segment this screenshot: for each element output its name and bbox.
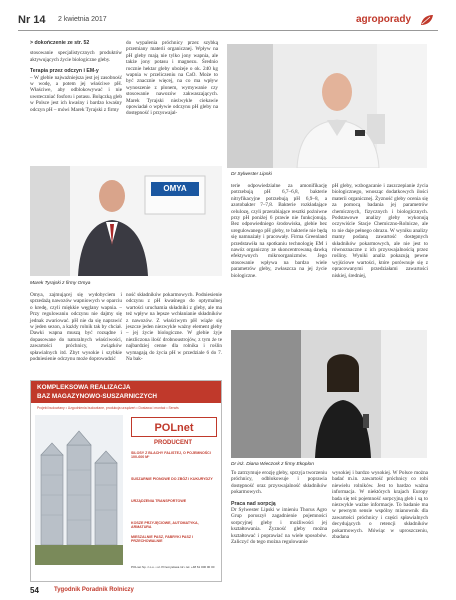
issue-number: Nr 14 (18, 14, 46, 26)
photo-wieczorek (231, 330, 427, 458)
paragraph: stosowanie specjalistycznych produktów aktywujących życie biologiczne gleby. (30, 50, 122, 63)
photo-lipski (227, 44, 427, 168)
caption-lipski: Dr Sylwester Lipski (231, 172, 272, 177)
column-3-bottom (231, 470, 327, 545)
magazine-name: Tygodnik Poradnik Rolniczy (54, 587, 134, 593)
ad-title-bar (31, 381, 221, 403)
column-4-mid (332, 183, 428, 279)
ad-logo-text: POLnet (154, 422, 194, 434)
page-number: 54 (30, 586, 39, 595)
column-1-top (30, 40, 122, 113)
ad-silos-illustration (35, 415, 123, 565)
advertisement (30, 380, 222, 582)
continuation-note: > dokończenie ze str. 52 (30, 40, 90, 46)
photo-tyrajski (30, 166, 222, 276)
column-1-mid (30, 292, 122, 362)
section-heading: Praca nad sorpcją (231, 500, 276, 507)
footer (18, 586, 438, 596)
ad-product-item: MIESZALNIE PASZ, FABRYKI PASZ I PRZECHOWALNIE (131, 535, 194, 543)
ad-product-list (131, 451, 215, 543)
ad-product-item: SUSZARNIE PIONOWE DO ZBÓŻ I KUKURYDZY (131, 477, 213, 481)
ad-product-item: KOSZE PRZYJĘCIOWE, AUTOMATYKA, ARMATURA (131, 521, 199, 529)
paragraph: wysokiej i bardzo wysokiej. W Polsce można badać m.in. zawartość próchnicy co robi niewielu rolników. Jest to bardzo ważna informacja. W niektórych krajach Europy bada się też pojemność sorpcyjną gleb i są to niezwykle ważne informacje. To badanie ma w pewnym sensie wspólny mianownik dla zawartości próchnicy i części spławialnych decydujących o retencji składników pokarmowych. Mówiąc w uproszczeniu, zbadana (332, 470, 428, 541)
ad-producer: PRODUCENT (153, 440, 192, 446)
paragraph: terie odpowiedzialne za amonifikację potrzebują pH 6,7–6,8, bakterie nitryfikacyjne potrzebują pH 6,9–8, a azotobakter 7–7,8. Bakterie rozkładające celulozę, czyli przerabiające resztki pożniwne przy pH poniżej 6 prawie nie funkcjonują. Bez odpowiedniego środowiska, glebie bez uregulowanego pH gleby, te bakterie nie będą się namnażały i pracowały. Firma Greenland przedstawiła na spotkaniu technologię EM i nawóz organiczny ze skoncentrowaną dawką efektywnych mikroorganizmów. Jego stosowanie wpływa na bardzo wiele parametrów gleby, zwłaszcza na jej życie biologiczne. (231, 183, 327, 279)
ad-logo (131, 417, 217, 437)
ad-product-item: SILOSY Z BLACHY FALISTEJ, O POJEMNOŚCI 100-600 M³ (131, 451, 211, 459)
paragraph: – W glebie najważniejsza jest jej zasobność w wodę, a potem jej właściwe pH. Właściwe, aby odblokowywać i nie uwsteczniać fosforu i potasu. Bolączką gleb w Polsce jest ich kwaśny i bardzo kwaśny odczyn pH – mówi Marek Tyrajski z firmy (30, 74, 122, 113)
section-heading: Terapia przez odczyn i EM-y (30, 68, 99, 75)
ad-subtitle: Projekt budowlany • Uzgodnienia budowlane, produkcja urządzeń • Dostawa i montaż • Serwis (37, 406, 179, 410)
caption-tyrajski: Marek Tyrajski z firmy Omya (30, 281, 91, 286)
omya-logo-text: OMYA (163, 184, 187, 193)
paragraph: To zatrzymuje erozję gleby, sprzyja tworzeniu próchnicy, odblokowuje i poprawia dostępność oraz przyswajalność składników pokarmowych. (231, 470, 327, 496)
column-4-bottom (332, 470, 428, 540)
caption-wieczorek: Dr inż. Diana Wieczork z firmy Ekoplon (231, 462, 314, 467)
omya-logo (151, 182, 199, 196)
paragraph: do wypalenia próchnicy przez szybką przemiany materii organicznej. Wpływ na pH gleby mają nie tylko jony wapnia, ale także jony potasu i magnezu. Średnio rocznie hektar gleby ubożeje o ok. 240 kg wapnia w przeliczeniu na CaO. Może to być znacznie więcej, na co ma wpływ wynoszenie z plonem, wymywanie czy stosowanie nawozów zakwaszających. Marek Tyrajski nieźwykle ciekawie opowiadał o wpływie odczynu pH gleby na dostępność i przyswajal- (126, 40, 218, 117)
header (18, 14, 438, 28)
ad-title-line2: BAZ MAGAZYNOWO-SUSZARNICZYCH (37, 393, 157, 400)
header-rule (18, 30, 438, 31)
paragraph: ność składników pokarmowych. Podniesienie odczynu z pH kwaśnego do optymalnej wartości uruchamia składniki z gleby, ale ma też wpływ na lepsze wchłanianie składników z nawozów. Z właściwym pH wiąże się jeszcze jeden niezwykle ważny element gleby – jej życie biologiczne. W glebie żyje niezliczona ilość drobnoustrojów, z tym że te najbardziej cenne dla rolnika i roślin wymagają do życia pH w przedziale 6 do 7. Na bak- (126, 292, 222, 363)
paragraph: Dr Sylwester Lipski w imieniu Thorus Agro Grup poruszył zagadnienie pojemności sorpcyjnej gleby i możliwości jej kształtowania. Żyzność gleby można kształtować i poprawiać na wiele sposobów. Zaliczyć do tego można regulowanie (231, 507, 327, 546)
issue-date: 2 kwietnia 2017 (58, 16, 107, 23)
ad-title-line1: KOMPLEKSOWA REALIZACJA (37, 384, 131, 391)
ad-contact: POLnet Sp. z o.o. • ul. Przemysłowa 12 • tel. +48 61 000 00 00 (131, 565, 215, 569)
paragraph: pH gleby, wzbogacanie i zaszczepianie życia biologicznego, wnosząc dodatkowych ilości materii organicznej. Żyzność gleby ocenia się za pomocą badania jej parametrów chemicznych, fizycznych i biologicznych. Podstawowe analizy gleby wykonują oczywiście Stacje Chemiczno-Rolnicze, ale to nie daje pełnego obrazu. W wyniku analizy mamy podaną zawartość dostępnych składników pokarmowych, ale nie jest to równoznaczne z ich przyswajalnością przez rośliny. Wyniki analiz pokazują pewne wyjściowe wartości, które porównuje się z opracowanymi przedziałami zawartości niskiej, średniej, (332, 183, 428, 279)
ad-product-item: URZĄDZENIA TRANSPORTOWE (131, 499, 187, 503)
column-2-mid (126, 292, 222, 362)
paragraph: Omya, zajmującej się wydobyciem i sprzedażą nawozów wapniowych w oparciu o kredę, czyli miękkie węglany wapnia. – Przy regulowaniu odczynu nie dajmy się jednak zwariować. pH nie da się naprawić w jeden sezon, a każdy rolnik tak by chciał. Dawki wapna muszą być rozsądne i dopasowane do naturalnych właściwości, zawartości próchnicy, związków spławialnych itd. Zbyt wysokie i szybkie podniesienie odczynu może doprowadzić (30, 292, 122, 363)
brand-logo: agroporady (356, 14, 412, 25)
column-2-top (126, 40, 218, 117)
column-3-mid (231, 183, 327, 279)
brand-leaf-icon (420, 13, 434, 25)
